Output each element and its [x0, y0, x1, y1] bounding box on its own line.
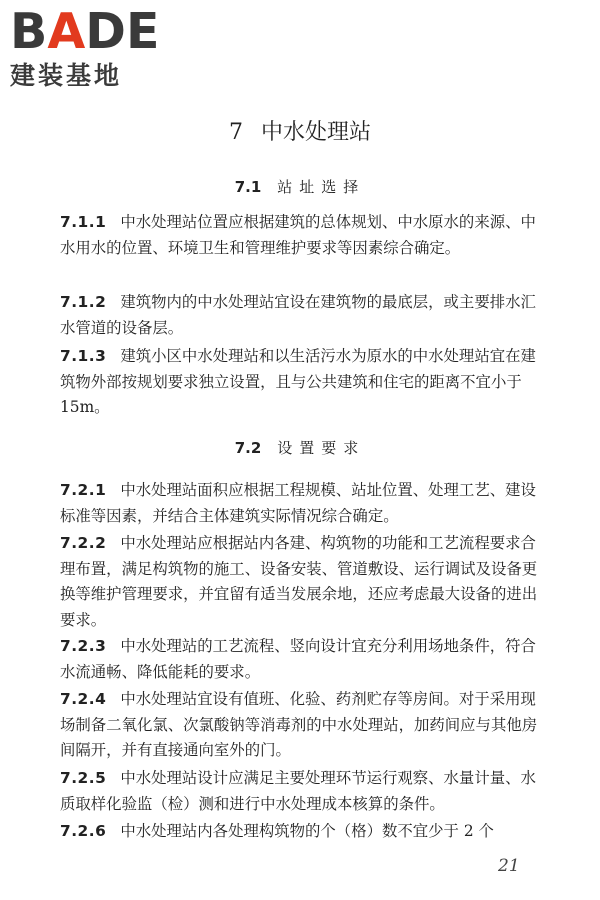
- clause-7-2-1: 7.2.1 中水处理站面积应根据工程规模、站址位置、处理工艺、建设标准等因素，并结合主体建筑实际情况综合确定。: [60, 481, 536, 525]
- section-heading-7-1: 7.1 站址选择: [234, 178, 366, 196]
- clause-7-2-3: 7.2.3 中水处理站的工艺流程、竖向设计宜充分利用场地条件，符合水流通畅、降低能耗的要求。: [60, 637, 536, 681]
- clause-7-2-2: 7.2.2 中水处理站应根据站内各建、构筑物的功能和工艺流程要求合理布置，满足构筑物的施工、设备安装、管道敷设、运行调试及设备更换等维护管理要求，并宜留有适当发展余地，还应考虑最大设备的进出要求。: [60, 534, 538, 629]
- clause-7-2-4: 7.2.4 中水处理站宜设有值班、化验、药剂贮存等房间。对于采用现场制备二氧化氯、次氯酸钠等消毒剂的中水处理站，加药间应与其他房间隔开，并有直接通向室外的门。: [60, 690, 538, 760]
- clause-7-1-1: 7.1.1 中水处理站位置应根据建筑的总体规划、中水原水的来源、中水用水的位置、环境卫生和管理维护要求等因素综合确定。: [60, 213, 536, 257]
- brand-logo: [10, 3, 175, 92]
- logo-subtitle: 建装基地: [10, 61, 123, 90]
- section-heading-7-2: 7.2 设置要求: [234, 439, 366, 457]
- chapter-name: 中水处理站: [260, 120, 371, 145]
- chapter-number: 7: [228, 120, 243, 145]
- page-number: 21: [498, 856, 520, 876]
- clause-7-2-6: 7.2.6 中水处理站内各处理构筑物的个（格）数不宜少于 2 个: [60, 822, 494, 840]
- chapter-title: [0, 118, 600, 148]
- clause-7-2-5: 7.2.5 中水处理站设计应满足主要处理环节运行观察、水量计量、水质取样化验监（检）测和进行中水处理成本核算的条件。: [60, 769, 536, 813]
- clause-7-1-3: 7.1.3 建筑小区中水处理站和以生活污水为原水的中水处理站宜在建筑物外部按规划要求独立设置，且与公共建筑和住宅的距离不宜小于 15m。: [60, 347, 536, 417]
- clause-7-1-2: 7.1.2 建筑物内的中水处理站宜设在建筑物的最底层，或主要排水汇水管道的设备层。: [60, 293, 536, 337]
- logo-wordmark: BADE: [10, 3, 160, 60]
